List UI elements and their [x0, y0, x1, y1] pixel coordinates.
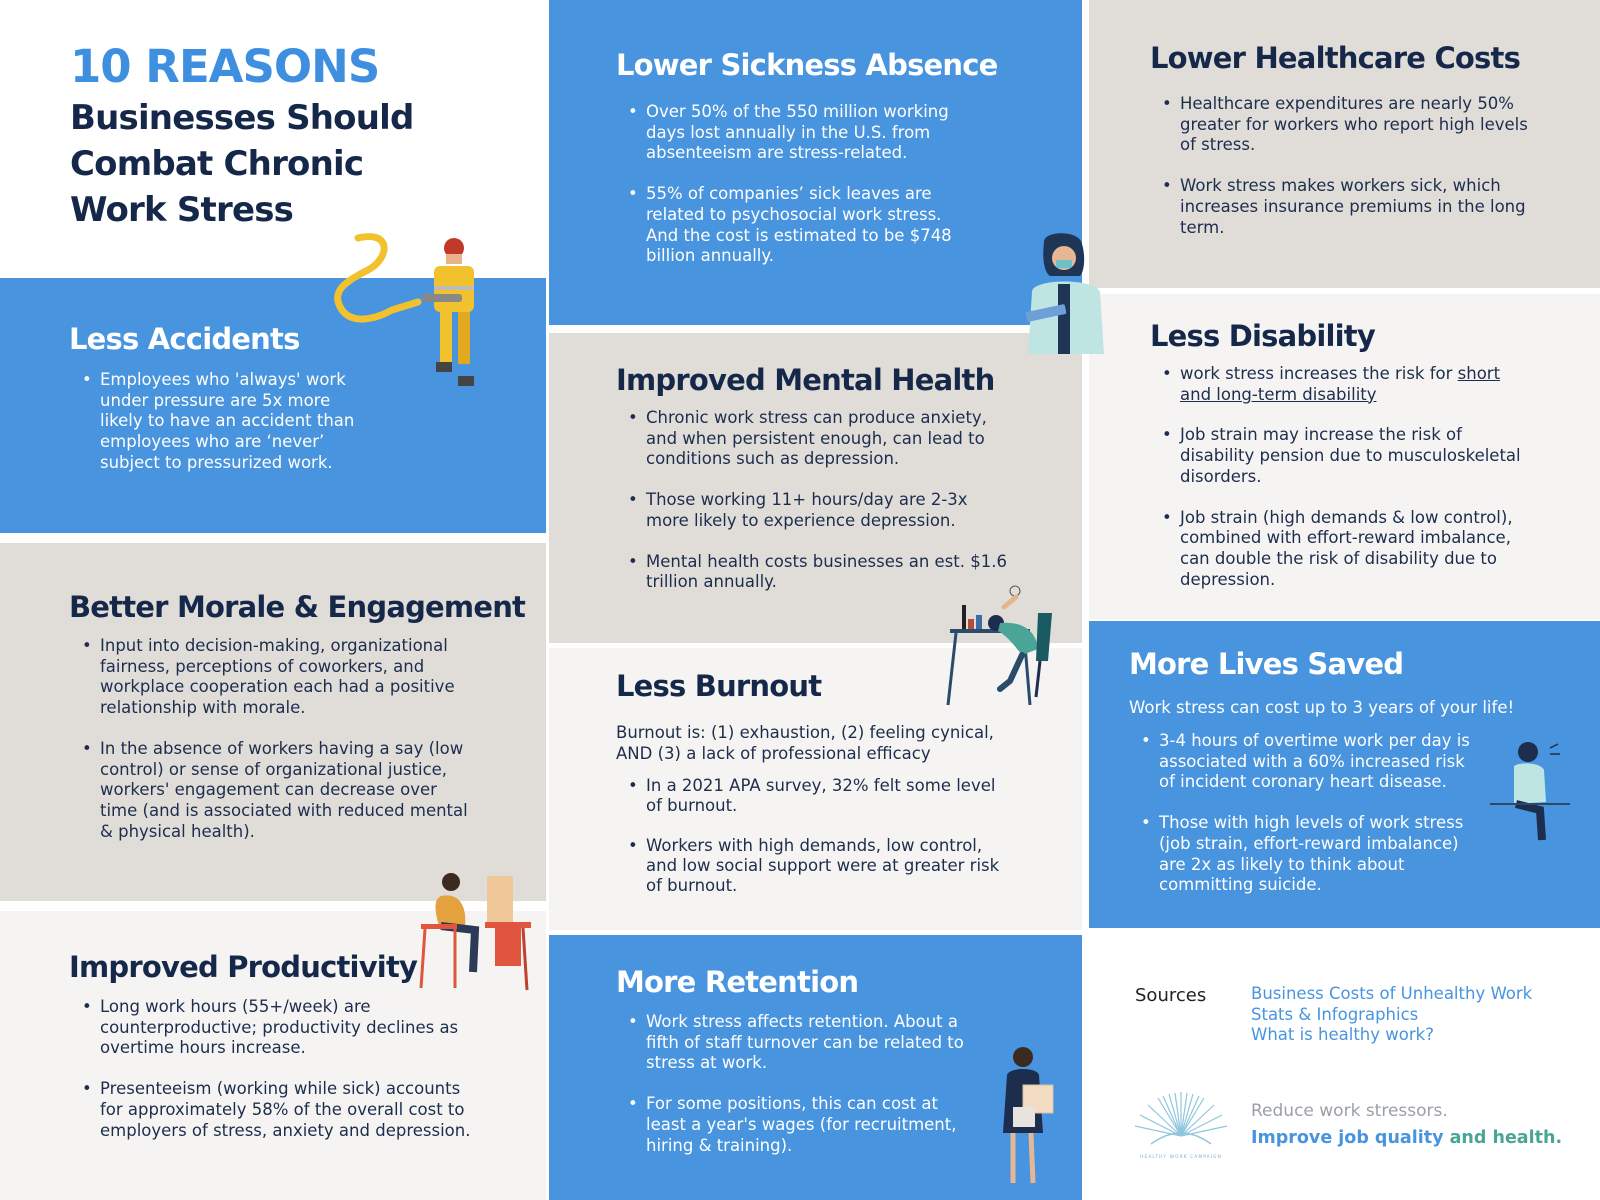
bullet: • Chronic work stress can produce anxiety, and when persistent enough, can lead to conditions such as depression. — [624, 408, 1009, 470]
bullet: • Job strain (high demands & low control), combined with effort-reward imbalance, can double the risk of disability due to depression. — [1158, 508, 1533, 591]
section-title: More Lives Saved — [1129, 647, 1404, 681]
section-title: Less Disability — [1150, 319, 1375, 353]
section-sickness — [549, 0, 1082, 325]
section-healthcare — [1089, 0, 1600, 288]
bullet: • Workers with high demands, low control, and low social support were at greater risk of burnout. — [624, 836, 1014, 896]
bullet-text: work stress increases the risk for — [1180, 364, 1458, 383]
sunburst-icon — [1131, 1088, 1231, 1150]
bullet: • Over 50% of the 550 million working days lost annually in the U.S. from absenteeism are stress-related. — [624, 102, 964, 164]
section-title: Improved Productivity — [69, 950, 418, 984]
bullet: • Those with high levels of work stress (job strain, effort-reward imbalance) are 2x as likely to think about committing suicide. — [1137, 813, 1482, 896]
bullet: • Work stress affects retention. About a fifth of staff turnover can be related to stress at work. — [624, 1012, 964, 1074]
healthy-work-logo — [1131, 1088, 1231, 1158]
title-line-3: Combat Chronic — [70, 144, 364, 184]
sources-panel — [1089, 928, 1600, 1200]
disability-link[interactable]: short and long-term disability — [1180, 364, 1501, 404]
bullet: • Healthcare expenditures are nearly 50% greater for workers who report high levels of stress. — [1158, 94, 1528, 156]
section-title: More Retention — [616, 965, 859, 999]
bullet: • Work stress makes workers sick, which increases insurance premiums in the long term. — [1158, 176, 1528, 238]
title-line-4: Work Stress — [70, 190, 294, 230]
lives-intro: Work stress can cost up to 3 years of your life! — [1129, 698, 1515, 717]
section-disability — [1089, 294, 1600, 619]
source-link[interactable]: What is healthy work? — [1251, 1025, 1434, 1045]
section-title: Less Accidents — [69, 322, 300, 356]
office-worker-icon — [415, 870, 535, 998]
stressed-desk-worker-icon — [940, 585, 1070, 710]
section-title: Less Burnout — [616, 669, 822, 703]
bullet: • Mental health costs businesses an est. $1.6 trillion annually. — [624, 552, 1009, 593]
bullet: • Presenteeism (working while sick) accounts for approximately 58% of the overall cost to employers of stress, anxiety and depression. — [78, 1079, 478, 1141]
title-number: 10 REASONS — [70, 40, 380, 93]
bullet — [1158, 364, 1533, 405]
tagline-2 — [1251, 1128, 1562, 1148]
source-link[interactable]: Business Costs of Unhealthy Work — [1251, 984, 1533, 1003]
bullet: • 3-4 hours of overtime work per day is associated with a 60% increased risk of incident coronary heart disease. — [1137, 731, 1482, 793]
doctor-icon — [1020, 232, 1112, 354]
logo-text: HEALTHY WORK CAMPAIGN — [1140, 1155, 1222, 1160]
bullet: • Job strain may increase the risk of disability pension due to musculoskeletal disorders. — [1158, 425, 1533, 487]
section-title: Improved Mental Health — [616, 363, 995, 397]
tagline-2a: Improve job quality — [1251, 1128, 1444, 1148]
bullet: • In a 2021 APA survey, 32% felt some level of burnout. — [624, 776, 1014, 816]
stressed-sitting-man-icon — [1490, 740, 1590, 848]
section-morale — [0, 543, 546, 901]
bullet: • Long work hours (55+/week) are counterproductive; productivity declines as overtime hours increase. — [78, 997, 478, 1059]
bullet: • In the absence of workers having a say (low control) or sense of organizational justice, workers' engagement can decrease over time (and is associated with reduced mental & physical health). — [78, 739, 478, 843]
bullet: • Those working 11+ hours/day are 2-3x more likely to experience depression. — [624, 490, 1009, 531]
bullet: • Input into decision-making, organizational fairness, perceptions of coworkers, and workplace cooperation each had a positive relationship with morale. — [78, 636, 478, 719]
bullet: • Employees who 'always' work under pressure are 5x more likely to have an accident than employees who are ‘never’ subject to pressurized work. — [78, 370, 368, 474]
tagline-2b: and health. — [1449, 1128, 1563, 1148]
person-with-box-icon — [995, 1045, 1065, 1190]
sources-label: Sources — [1135, 985, 1207, 1006]
section-title: Lower Sickness Absence — [616, 48, 998, 82]
section-title: Lower Healthcare Costs — [1150, 41, 1521, 75]
firefighter-icon — [330, 230, 510, 395]
burnout-intro: Burnout is: (1) exhaustion, (2) feeling cynical, AND (3) a lack of professional efficacy — [616, 723, 994, 763]
tagline-1: Reduce work stressors. — [1251, 1101, 1448, 1121]
section-title: Better Morale & Engagement — [69, 590, 526, 624]
title-line-2: Businesses Should — [70, 98, 414, 138]
bullet: • For some positions, this can cost at least a year's wages (for recruitment, hiring & training). — [624, 1094, 964, 1156]
source-link[interactable]: Stats & Infographics — [1251, 1004, 1419, 1024]
bullet: • 55% of companies’ sick leaves are related to psychosocial work stress. And the cost is estimated to be $748 billion annually. — [624, 184, 964, 267]
